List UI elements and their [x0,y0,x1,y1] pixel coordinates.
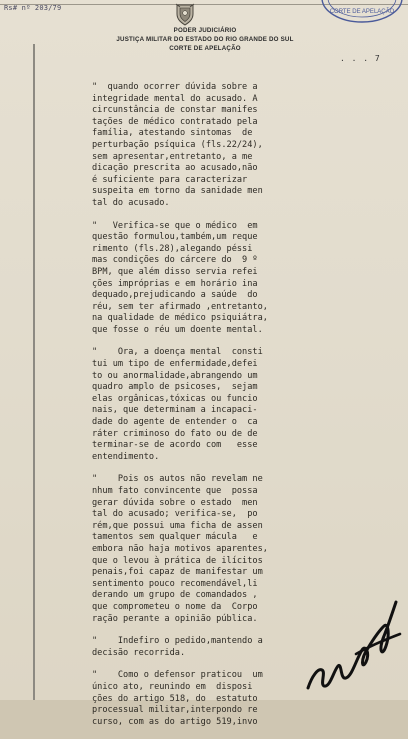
text-line: nais, que determinam a incapaci- [92,405,258,416]
text-line: ráter criminoso do fato ou de de [92,428,258,439]
text-line: questão formulou,também,um reque [92,232,258,243]
text-line: " quando ocorrer dúvida sobre a [92,82,258,92]
text-line: ções impróprias e em horário ina [92,278,258,289]
text-line: na qualidade de médico psiquiátra, [92,313,268,324]
text-line: mas condições do cárcere do 9 º [92,255,258,266]
text-line: penais,foi capaz de manifestar um [92,567,263,578]
paragraph [92,636,304,659]
text-line: quadro amplo de psicoses, sejam [92,382,258,393]
text-line: tal do acusado; verifica-se, po [92,509,258,520]
text-line: elas orgânicas,tóxicas ou funcio [92,393,258,404]
text-line: derando um grupo de comandados , [92,590,258,601]
header-line-1: PODER JUDICIÁRIO [173,27,237,34]
text-line: processual militar,interpondo re [92,705,258,716]
text-line: integridade mental do acusado. A [92,93,258,104]
text-line: tui um tipo de enfermidade,defei [92,359,258,370]
text-line: dicação prescrita ao acusado,não [92,163,258,174]
text-line: " Indefiro o pedido,mantendo a [92,636,263,647]
text-line: dequado,prejudicando a saúde do [92,290,258,301]
text-line: rimento (fls.28),alegando péssi [92,243,253,254]
text-line: nhum fato convincente que possa [92,486,258,496]
text-line: que fosse o réu um doente mental. [92,324,263,335]
court-seal-stamp [318,0,404,24]
text-line: to ou anormalidade,abrangendo um [92,370,258,381]
header-line-3: CORTE DE APELAÇÃO [169,45,241,52]
text-line: que comprometeu o nome da Corpo [92,601,258,612]
text-line: " Como o defensor praticou um [92,670,263,681]
text-line: suspeita em torno da sanidade men [92,186,263,197]
document-header [60,26,350,53]
text-line: que o levou à prática de ilícitos [92,555,263,566]
handwritten-signature [300,590,408,700]
text-line: " Verifica-se que o médico em [92,220,258,231]
text-line: dade do agente de entender o ca [92,417,258,428]
paragraph [92,82,304,210]
text-line: " Pois os autos não revelam ne [92,474,263,485]
paragraph [92,474,304,625]
text-line: terminar-se de acordo com esse [92,440,258,451]
text-line: é suficiente para caracterizar [92,174,248,185]
text-line: tamentos sem qualquer mácula e [92,532,258,543]
paragraph [92,347,304,463]
text-line: tações de médico contratado pela [92,116,258,127]
text-line: ração perante a opinião pública. [92,613,258,624]
text-line: " Ora, a doença mental consti [92,347,263,358]
page-number: . . . 7 [340,54,381,63]
left-margin-rule [33,44,35,700]
seal-text: CORTE DE APELAÇÃO [329,9,395,15]
text-line: curso, com as do artigo 519,invo [92,716,258,727]
text-line: réu, sem ter afirmado ,entretanto, [92,301,268,312]
text-line: BPM, que além disso servia refei [92,266,258,277]
text-line: circunstância de constar manifes [92,105,258,116]
text-line: família, atestando sintomas de [92,128,253,139]
text-line: gerar dúvida sobre o estado men [92,497,258,508]
paragraph [92,670,304,728]
header-line-2: JUSTIÇA MILITAR DO ESTADO DO RIO GRANDE DO SUL [116,36,294,43]
case-number-stamp: Rs# nº 203/79 [4,4,62,12]
text-line: ções do artigo 518, do estatuto [92,693,258,704]
text-line: perturbação psíquica (fls.22/24), [92,139,263,150]
text-line: entendimento. [92,451,160,462]
text-line: rém,que possui uma ficha de assen [92,520,263,531]
text-line: sentimento pouco recomendável,li [92,578,258,589]
text-line: decisão recorrida. [92,647,186,658]
text-line: único ato, reunindo em disposi [92,681,253,692]
text-line: tal do acusado. [92,197,170,208]
document-body [92,82,304,739]
coat-of-arms-icon [174,2,196,26]
text-line: sem apresentar,entretanto, a me [92,151,253,162]
text-line: embora não haja motivos aparentes, [92,543,268,554]
paragraph [92,221,304,337]
